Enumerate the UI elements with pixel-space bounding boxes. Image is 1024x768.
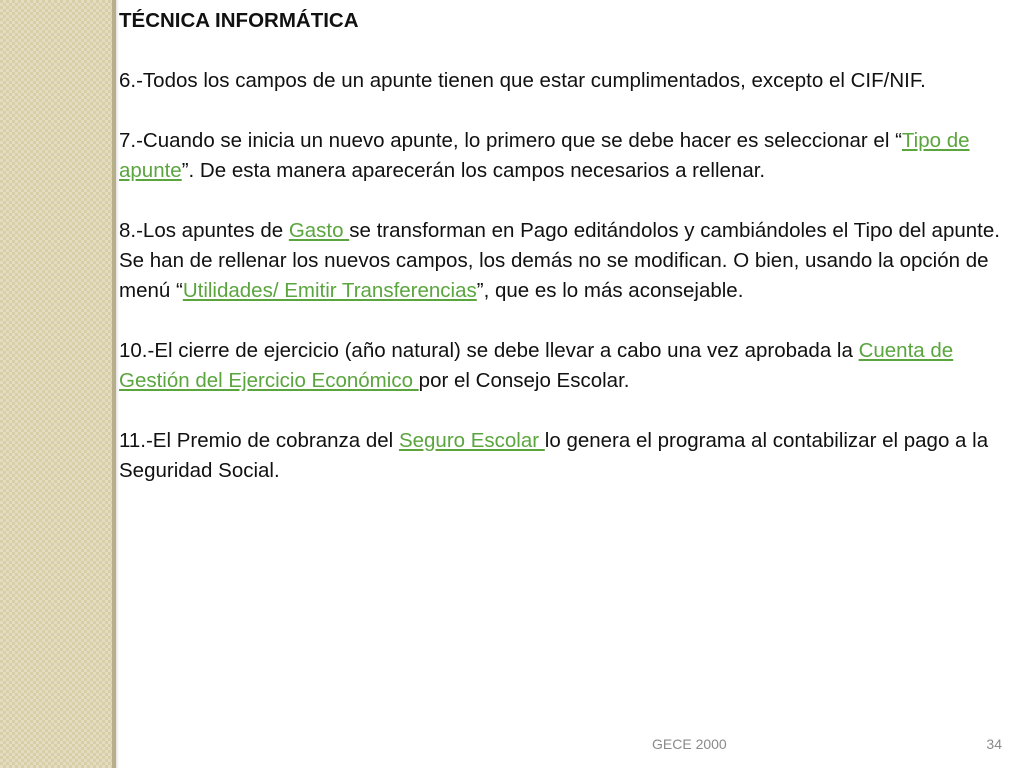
link-utilidades-emitir-transferencias[interactable]: Utilidades/ Emitir Transferencias — [182, 279, 477, 302]
slide-title: TÉCNICA INFORMÁTICA — [119, 9, 359, 32]
paragraph-11 — [119, 426, 1009, 486]
paragraph-6 — [119, 66, 1009, 96]
paragraph-8-pre: 8.-Los apuntes de — [119, 219, 289, 242]
paragraph-11-post: lo genera el programa al contabilizar el pago a la Seguridad Social. — [119, 429, 989, 482]
paragraph-10-post: por el Consejo Escolar. — [418, 369, 630, 392]
decorative-sidebar — [0, 0, 112, 768]
link-tipo-de-apunte[interactable]: Tipo de apunte — [119, 129, 970, 182]
paragraph-10 — [119, 336, 1009, 396]
paragraph-10-pre: 10.-El cierre de ejercicio (año natural) se debe llevar a cabo una vez aprobada la — [119, 339, 859, 362]
footer-label: GECE 2000 — [652, 736, 727, 752]
paragraph-8 — [119, 216, 1009, 306]
link-seguro-escolar[interactable]: Seguro Escolar — [398, 429, 545, 452]
paragraph-7-post: ”. De esta manera aparecerán los campos necesarios a rellenar. — [181, 159, 766, 182]
page-number: 34 — [986, 736, 1002, 752]
paragraph-7 — [119, 126, 1009, 186]
slide-content — [119, 6, 1009, 516]
paragraph-8-post: ”, que es lo más aconsejable. — [476, 279, 744, 302]
paragraph-11-pre: 11.-El Premio de cobranza del — [119, 429, 399, 452]
paragraph-7-pre: 7.-Cuando se inicia un nuevo apunte, lo primero que se debe hacer es seleccionar el “ — [119, 129, 902, 152]
link-gasto[interactable]: Gasto — [288, 219, 350, 242]
paragraph-8-mid: se transforman en Pago editándolos y cambiándoles el Tipo del apunte. Se han de rellenar los nuevos campos, los demás no se modifican. O bien, usando la opción de menú “ — [119, 219, 1000, 302]
link-cuenta-de-gestion[interactable]: Cuenta de Gestión del Ejercicio Económico — [119, 339, 954, 392]
paragraph-6-text: 6.-Todos los campos de un apunte tienen que estar cumplimentados, excepto el CIF/NIF. — [119, 69, 926, 92]
